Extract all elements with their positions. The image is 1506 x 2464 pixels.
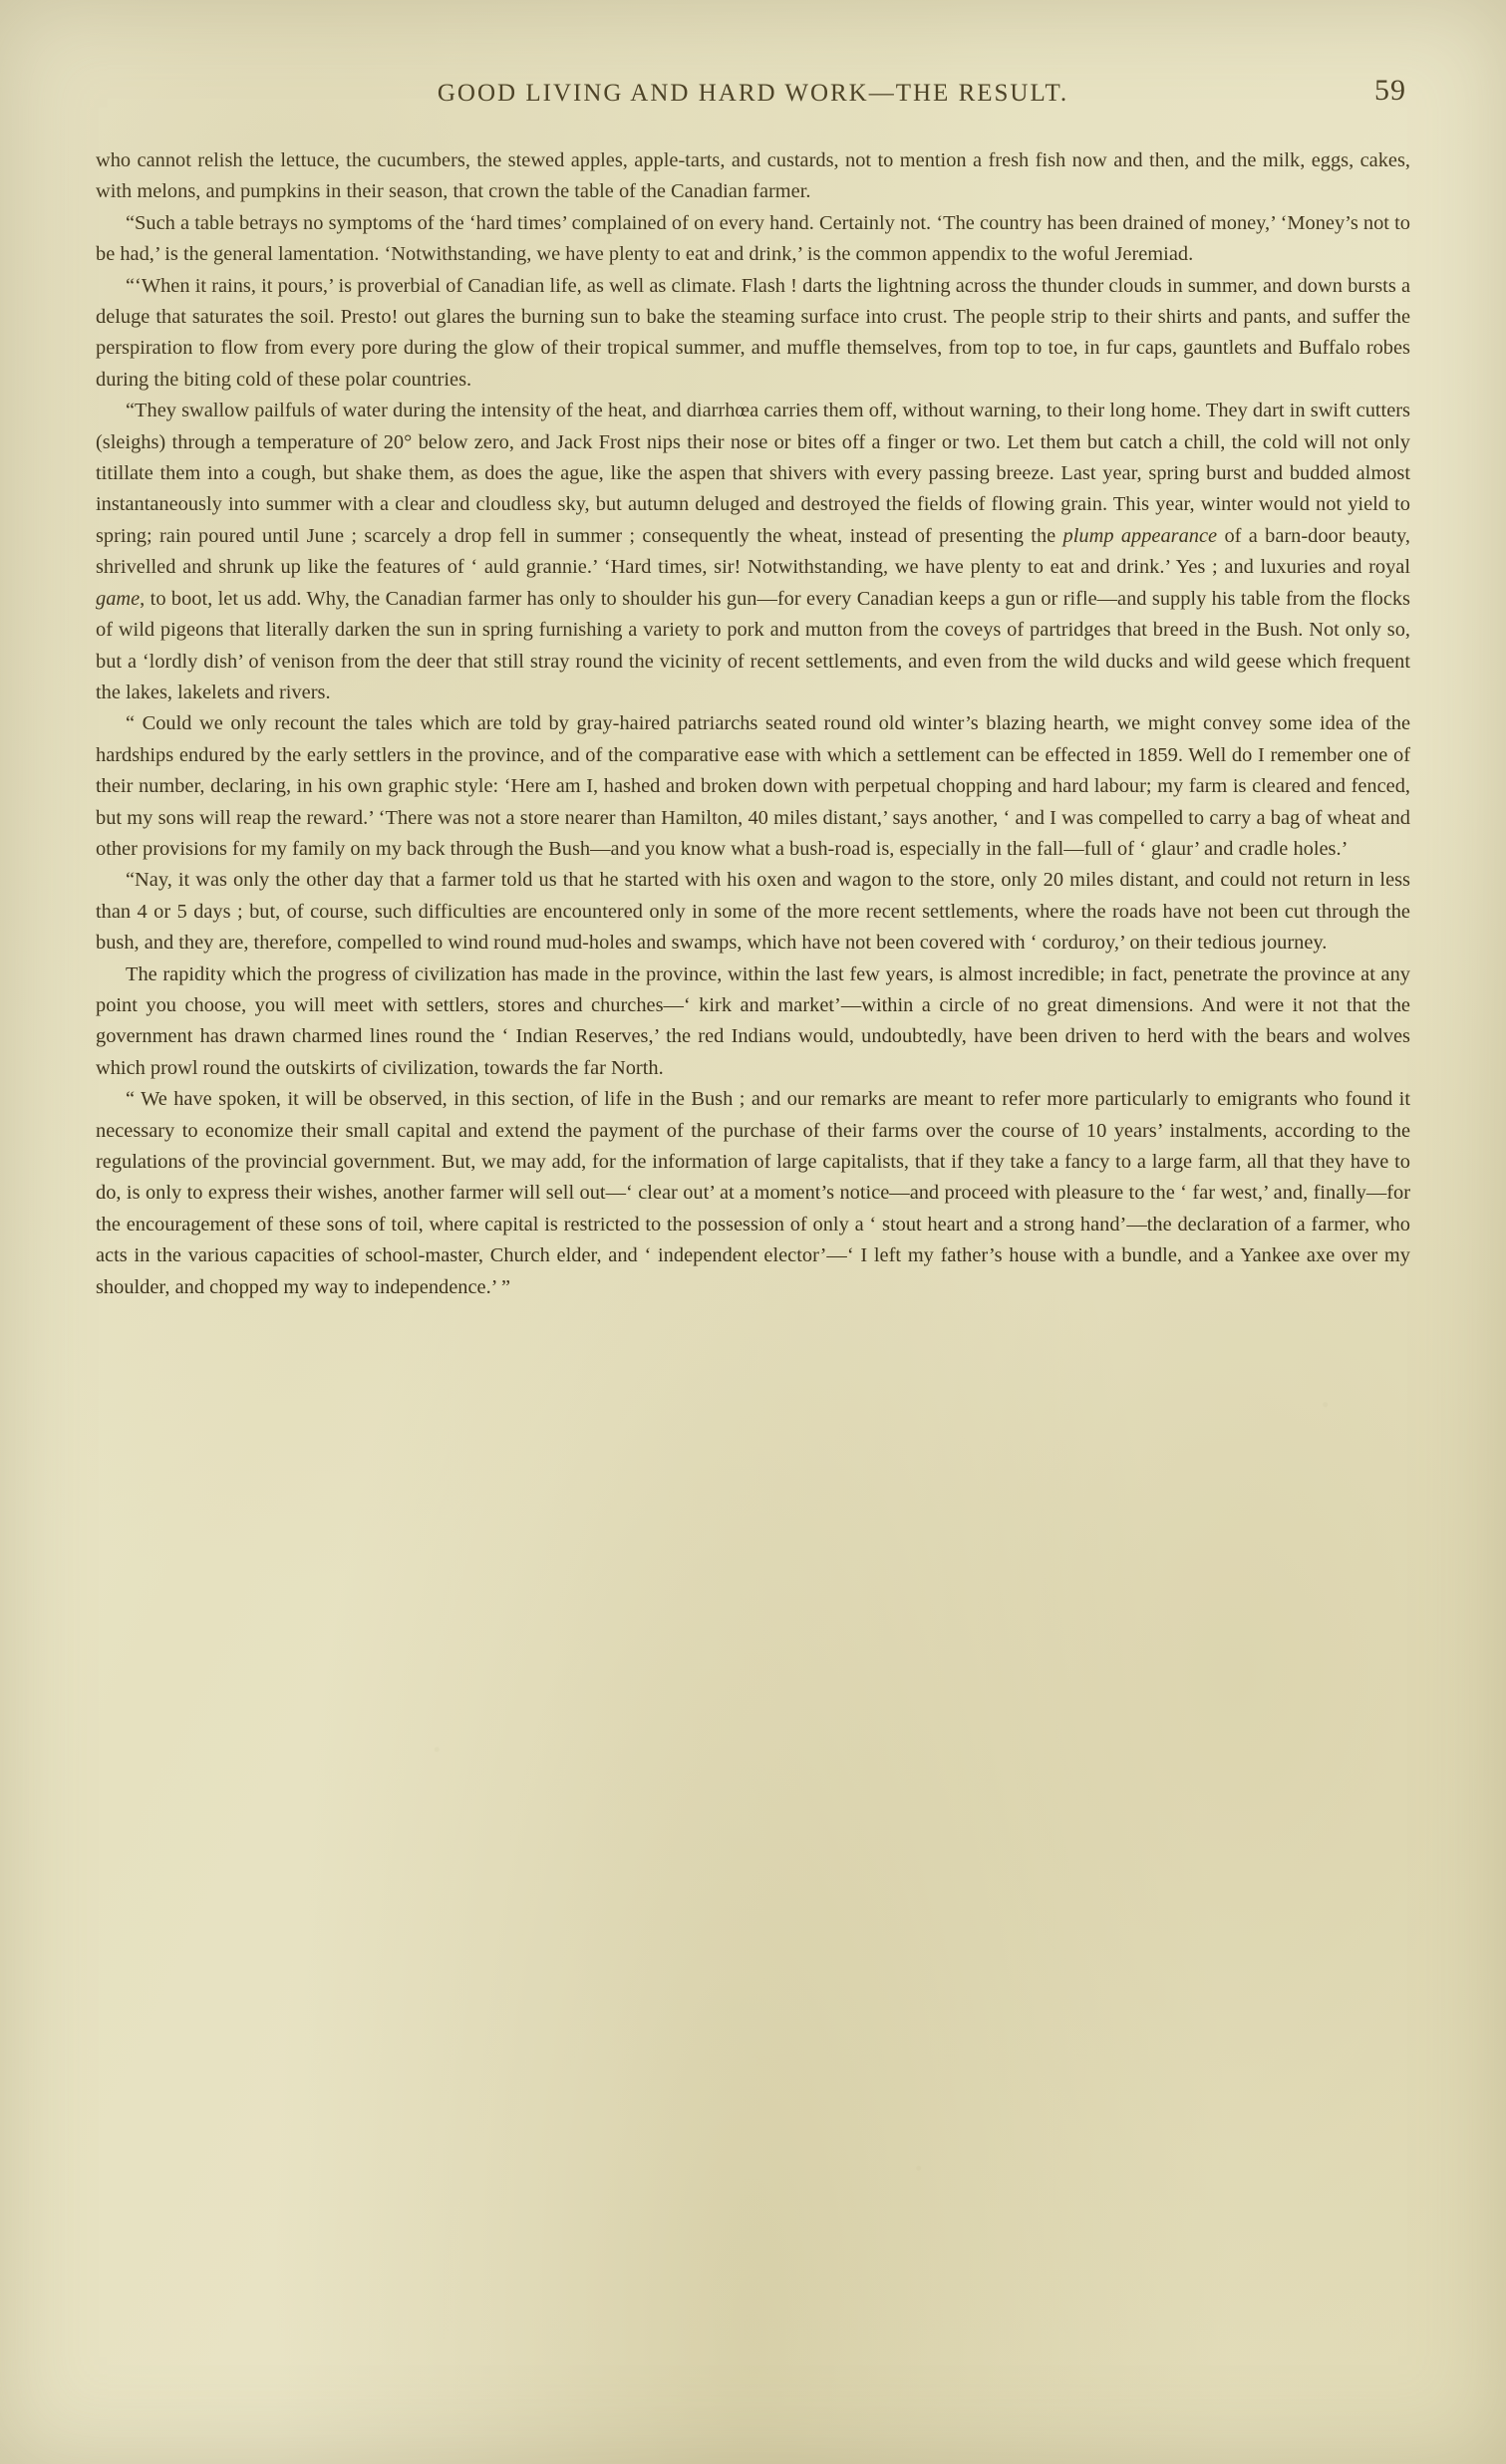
paragraph: “Nay, it was only the other day that a farmer told us that he started with his oxen and wagon to the store, only 20 miles distant, and could not return in less than 4 or 5 days ; but, of course, such difficulties are encountered only in some of the more recent settlements, where the roads have not been cut through the bush, and they are, therefore, compelled to wind round mud-holes and swamps, which have not been covered with ‘ corduroy,’ on their tedious journey. — [96, 869, 1410, 955]
paragraph: “Such a table betrays no symptoms of the ‘hard times’ complained of on every hand. Certainly not. ‘The country has been drained of money,’ ‘Money’s not to be had,’ is the general lamentation. ‘Notwithstanding, we have plenty to eat and drink,’ is the common appendix to the woful Jeremiad. — [96, 211, 1410, 266]
paragraph: The rapidity which the progress of civilization has made in the province, within the last few years, is almost incredible; in fact, penetrate the province at any point you choose, you will meet with settlers, stores and churches—‘ kirk and market’—within a circle of no great dimensions. And were it not that the government has drawn charmed lines round the ‘ Indian Reserves,’ the red Indians would, undoubtedly, have been driven to herd with the bears and wolves which prowl round the outskirts of civilization, towards the far North. — [96, 962, 1410, 1079]
body-text — [96, 145, 1410, 1303]
paragraph: “ Could we only recount the tales which are told by gray-haired patriarchs seated round old winter’s blazing hearth, we might convey some idea of the hardships endured by the early settlers in the province, and of the comparative ease with which a settlement can be effected in 1859. Well do I remember one of their number, declaring, in his own graphic style: ‘Here am I, hashed and broken down with perpetual chopping and hard labour; my farm is cleared and fenced, but my sons will reap the reward.’ ‘There was not a store nearer than Hamilton, 40 miles distant,’ says another, ‘ and I was compelled to carry a bag of wheat and other provisions for my family on my back through the Bush—and you know what a bush-road is, especially in the fall—full of ‘ glaur’ and cradle holes.’ — [96, 712, 1410, 860]
running-head-title: GOOD LIVING AND HARD WORK—THE RESULT. — [437, 80, 1069, 107]
paragraph: who cannot relish the lettuce, the cucumbers, the stewed apples, apple-tarts, and custards, not to mention a fresh fish now and then, and the milk, eggs, cakes, with melons, and pumpkins in their season, that crown the table of the Canadian farmer. — [96, 149, 1410, 203]
running-head — [96, 72, 1410, 136]
paragraph: “ We have spoken, it will be observed, in this section, of life in the Bush ; and our remarks are meant to refer more particularly to emigrants who found it necessary to economize their small capital and extend the payment of the purchase of their farms over the course of 10 years’ instalments, according to the regulations of the provincial government. But, we may add, for the information of large capitalists, that if they take a fancy to a large farm, all that they have to do, is only to express their wishes, another farmer will sell out—‘ clear out’ at a moment’s notice—and proceed with pleasure to the ‘ far west,’ and, finally—for the encouragement of these sons of toil, where capital is restricted to the possession of only a ‘ stout heart and a strong hand’—the declaration of a farmer, who acts in the various capacities of school-master, Church elder, and ‘ independent elector’—‘ I left my father’s house with a bundle, and a Yankee axe over my shoulder, and chopped my way to independence.’ ” — [96, 1088, 1410, 1298]
page-number: 59 — [1374, 74, 1406, 107]
paragraph: “They swallow pailfuls of water during the intensity of the heat, and diarrhœa carries them off, without warning, to their long home. They dart in swift cutters (sleighs) through a temperature of 20° below zero, and Jack Frost nips their nose or bites off a finger or two. Let them but catch a chill, the cold will not only titillate them into a cough, but shake them, as does the ague, like the aspen that shivers with every passing breeze. Last year, spring burst and budded almost instantaneously into summer with a clear and cloudless sky, but autumn deluged and destroyed the fields of flowing grain. This year, winter would not yield to spring; rain poured until June ; scarcely a drop fell in summer ; consequently the wheat, instead of presenting the plump appearance of a barn-door beauty, shrivelled and shrunk up like the features of ‘ auld grannie.’ ‘Hard times, sir! Notwithstanding, we have plenty to eat and drink.’ Yes ; and luxuries and royal game, to boot, let us add. Why, the Canadian farmer has only to shoulder his gun—for every Canadian keeps a gun or rifle—and supply his table from the flocks of wild pigeons that literally darken the sun in spring furnishing a variety to pork and mutton from the coveys of partridges that breed in the Bush. Not only so, but a ‘lordly dish’ of venison from the deer that still stray round the vicinity of recent settlements, and even from the wild ducks and wild geese which frequent the lakes, lakelets and rivers. — [96, 400, 1410, 703]
paragraph: “‘When it rains, it pours,’ is proverbial of Canadian life, as well as climate. Flash ! darts the lightning across the thunder clouds in summer, and down bursts a deluge that saturates the soil. Presto! out glares the burning sun to bake the steaming surface into crust. The people strip to their shirts and pants, and suffer the perspiration to flow from every pore during the glow of their tropical summer, and muffle themselves, from top to toe, in fur caps, gauntlets and Buffalo robes during the biting cold of these polar countries. — [96, 274, 1410, 391]
